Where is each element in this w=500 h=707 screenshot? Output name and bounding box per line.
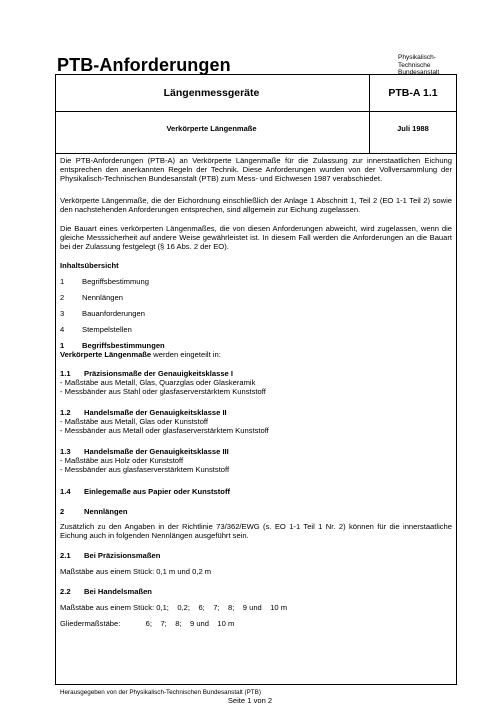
list-item-text: Maßstäbe aus Metall, Glas, Quarzglas oder Glaskeramik	[64, 378, 256, 387]
toc-label: Bauanforderungen	[82, 309, 145, 318]
section-num: 2	[60, 507, 65, 516]
toc-item	[60, 325, 132, 334]
subsection-num: 1.2	[60, 408, 71, 417]
body-line: Gliedermaßstäbe: 6; 7; 8; 9 und 10 m	[60, 619, 235, 628]
subsection-num: 1.3	[60, 447, 71, 456]
subsection-num: 1.4	[60, 487, 71, 496]
section-num: 1	[60, 341, 65, 350]
list-item-text: Messbänder aus glasfaserverstärktem Kunststoff	[64, 465, 230, 474]
intro-paragraph: Die PTB-Anforderungen (PTB-A) an Verkörperte Längenmaße für die Zulassung zur innerstaatlichen Eichung entsprechen den anerkannten Regeln der Technik. Diese Anforderungen wurden von der Vollversammlung der Physikalisch-Technischen Bundesanstalt (PTB) zum Mess- und Eichwesen 1987 verabschiedet.	[60, 156, 452, 184]
list-item: - Maßstäbe aus Metall, Glas oder Kunststoff	[60, 417, 209, 426]
list-item: - Messbänder aus Stahl oder glasfaserverstärktem Kunststoff	[60, 387, 266, 396]
institution-line: Bundesanstalt	[398, 69, 440, 77]
subsection-title: Handelsmaße der Genauigkeitsklasse II	[84, 408, 227, 417]
institution-line: Physikalisch-	[398, 54, 436, 61]
section-title: Nennlängen	[84, 507, 128, 516]
doc-id: PTB-A 1.1	[388, 87, 438, 99]
list-item-text: Messbänder aus Metall oder glasfaserverstärktem Kunststoff	[64, 426, 269, 435]
intro-paragraph: Verkörperte Längenmaße, die der Eichordnung einschließlich der Anlage 1 Abschnitt 1, Teil 2 (EO 1-1 Teil 2) sowie den nachstehenden Anforderungen entsprechen, sind allgemein zur Eichung zugelassen.	[60, 196, 452, 215]
subsection-num: 2.1	[60, 551, 71, 560]
section-paragraph: Zusätzlich zu den Angaben in der Richtlinie 73/362/EWG (s. EO 1-1 Teil 1 Nr. 2) können für die innerstaatliche Eichung auch in folgenden Nennlängen ausgeführt sein.	[60, 522, 452, 541]
toc-label: Stempelstellen	[82, 325, 132, 334]
subsection-heading	[60, 587, 152, 596]
toc-num: 4	[60, 325, 65, 334]
section-heading	[60, 341, 165, 350]
toc-label: Begriffsbestimmung	[82, 277, 149, 286]
toc-item	[60, 309, 145, 318]
toc-label: Nennlängen	[82, 293, 123, 302]
toc-num: 1	[60, 277, 65, 286]
list-item: - Messbänder aus Metall oder glasfaserverstärktem Kunststoff	[60, 426, 269, 435]
lead-text: werden eingeteilt in:	[151, 350, 221, 359]
doc-subtitle: Verkörperte Längenmaße	[166, 124, 257, 133]
document-header-title: PTB-Anforderungen	[57, 55, 231, 75]
list-item-text: Maßstäbe aus Holz oder Kunststoff	[64, 456, 184, 465]
subsection-title: Handelsmaße der Genauigkeitsklasse III	[84, 447, 229, 456]
list-item: - Messbänder aus glasfaserverstärktem Kunststoff	[60, 465, 230, 474]
lead-bold: Verkörperte Längenmaße	[60, 350, 152, 359]
doc-title: Längenmessgeräte	[163, 87, 260, 99]
subsection-title: Präzisionsmaße der Genauigkeitsklasse I	[84, 369, 233, 378]
subsection-heading	[60, 551, 160, 560]
section-lead	[60, 350, 221, 359]
subsection-num: 1.1	[60, 369, 71, 378]
footer-note: Herausgegeben von der Physikalisch-Technischen Bundesanstalt (PTB)	[60, 689, 261, 696]
section-title: Begriffsbestimmungen	[82, 341, 165, 350]
subsection-title: Bei Handelsmaßen	[84, 587, 152, 596]
divider	[56, 111, 456, 112]
subsection-heading	[60, 447, 229, 456]
subsection-title: Bei Präzisionsmaßen	[84, 551, 161, 560]
toc-heading: Inhaltsübersicht	[60, 261, 119, 270]
divider	[56, 153, 456, 154]
subsection-title: Einlegemaße aus Papier oder Kunststoff	[84, 487, 231, 496]
toc-num: 3	[60, 309, 65, 318]
subsection-heading	[60, 487, 230, 496]
doc-date: Juli 1988	[397, 124, 429, 133]
list-item: - Maßstäbe aus Metall, Glas, Quarzglas oder Glaskeramik	[60, 378, 256, 387]
toc-item	[60, 277, 149, 286]
subsection-num: 2.2	[60, 587, 71, 596]
list-item-text: Maßstäbe aus Metall, Glas oder Kunststoff	[64, 417, 209, 426]
institution-line: Technische	[398, 61, 431, 69]
list-item-text: Messbänder aus Stahl oder glasfaserverstärktem Kunststoff	[64, 387, 266, 396]
toc-num: 2	[60, 293, 65, 302]
page-number: Seite 1 von 2	[227, 696, 273, 705]
toc-item	[60, 293, 123, 302]
body-line: Maßstäbe aus einem Stück: 0,1; 0,2; 6; 7; 8; 9 und 10 m	[60, 603, 288, 612]
list-item: - Maßstäbe aus Holz oder Kunststoff	[60, 456, 184, 465]
subsection-heading	[60, 408, 227, 417]
section-heading	[60, 507, 127, 516]
intro-paragraph: Die Bauart eines verkörperten Längenmaßes, die von diesen Anforderungen abweicht, wird zugelassen, wenn die gleiche Messsicherheit auf andere Weise gewährleistet ist. In diesem Fall werden die Anforderungen an die Bauart bei der Zulassung festgelegt (§ 16 Abs. 2 der EO).	[60, 224, 452, 252]
body-line: Maßstäbe aus einem Stück: 0,1 m und 0,2 m	[60, 567, 212, 576]
subsection-heading	[60, 369, 233, 378]
